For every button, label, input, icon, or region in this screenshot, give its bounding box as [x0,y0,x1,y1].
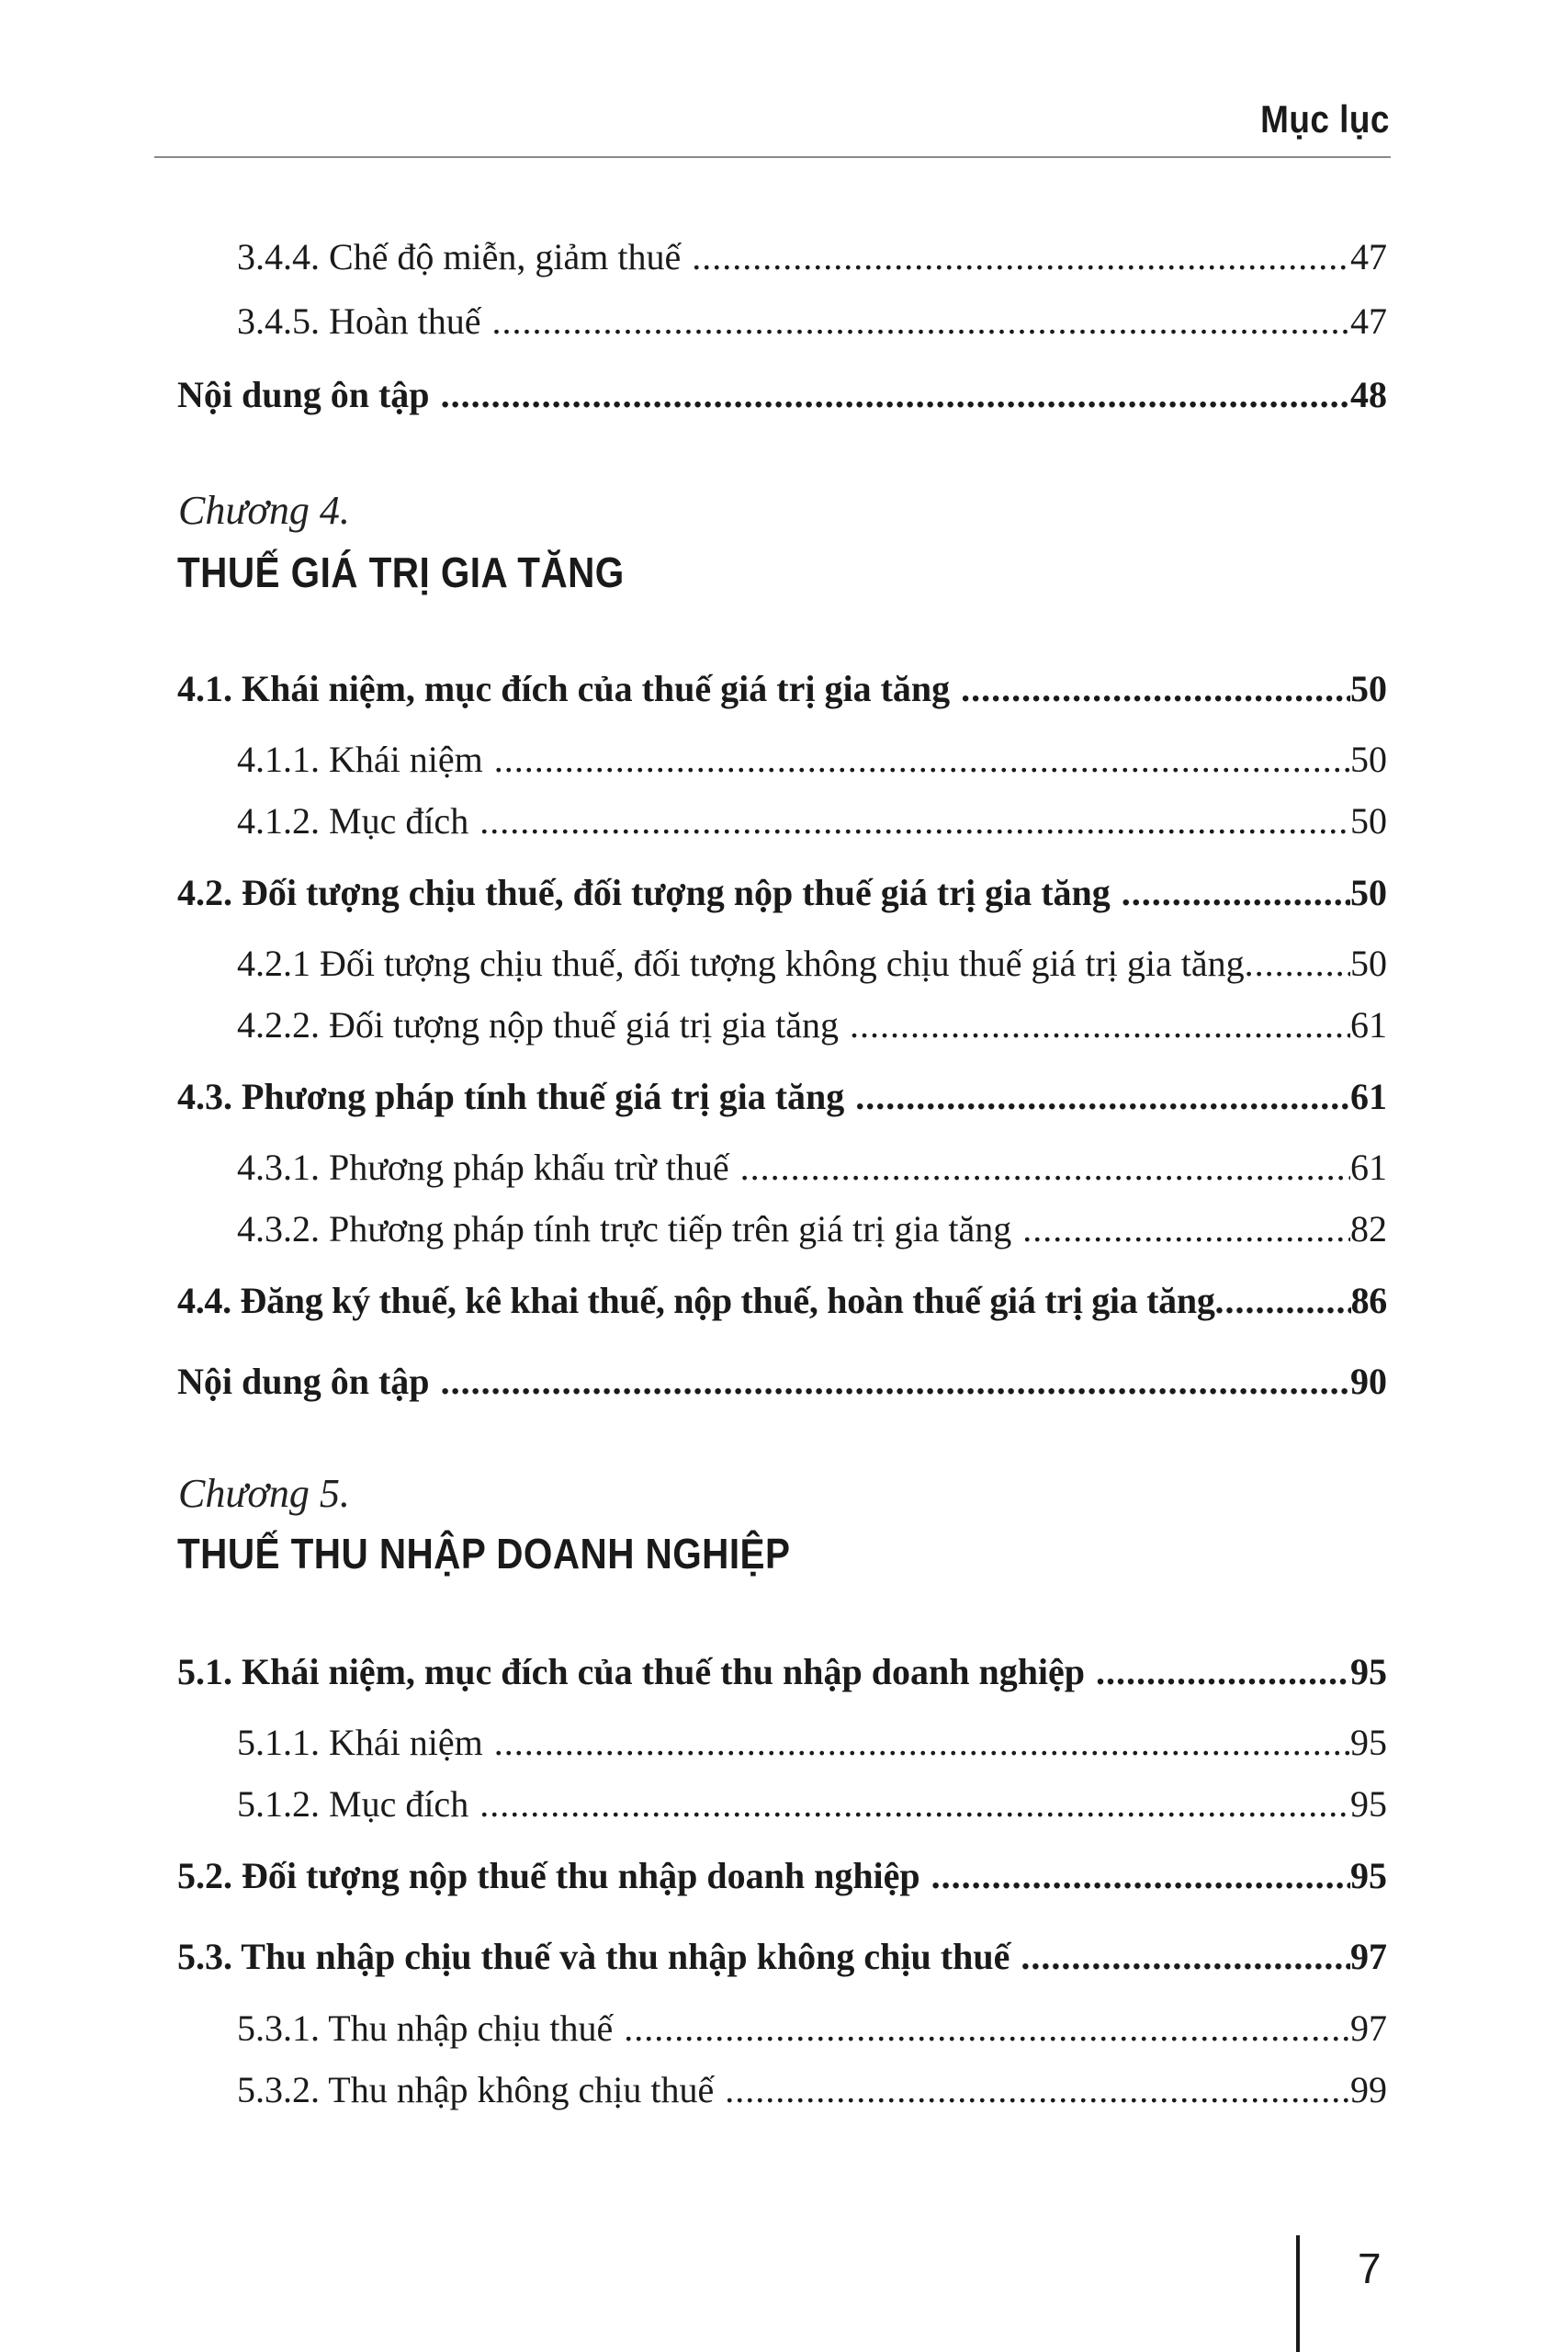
dot-leader [1022,1204,1350,1255]
toc-entry-page: 86 [1350,1280,1387,1321]
toc-entry-label: 4.2.2. Đối tượng nộp thuế giá trị gia tăng [237,1004,839,1046]
toc-entry-page: 47 [1350,300,1387,342]
dot-leader [850,1000,1350,1051]
dot-leader [494,1717,1350,1769]
dot-leader [479,796,1350,847]
toc-entry-page: 61 [1350,1004,1387,1046]
toc-entry-4-2-1[interactable] [237,938,1387,989]
toc-entry-label: 5.1.2. Mục đích [237,1783,469,1825]
toc-entry-label: 4.2.1 Đối tượng chịu thuế, đối tượng không chịu thuế giá trị gia tăng [237,943,1245,984]
footer-divider [1296,2235,1300,2352]
dot-leader [1096,1646,1350,1698]
toc-entry-4-1[interactable] [177,663,1387,715]
toc-entry-review-ch4[interactable] [177,1356,1387,1408]
toc-entry-5-1-1[interactable] [237,1717,1387,1769]
toc-entry-4-3-1[interactable] [237,1142,1387,1193]
dot-leader [441,1356,1350,1408]
toc-entry-page: 61 [1350,1076,1387,1117]
toc-entry-page: 50 [1350,800,1387,842]
running-header: Mục lục [1260,97,1390,141]
dot-leader [624,2003,1350,2054]
dot-leader [961,663,1350,715]
toc-entry-5-3-2[interactable] [237,2064,1387,2116]
toc-entry-page: 50 [1350,739,1387,780]
toc-entry-label: Nội dung ôn tập [177,374,430,415]
toc-entry-label: 3.4.4. Chế độ miễn, giảm thuế [237,236,682,277]
toc-entry-label: 4.1.1. Khái niệm [237,739,483,780]
toc-entry-5-1[interactable] [177,1646,1387,1698]
toc-entry-label: 4.3. Phương pháp tính thuế giá trị gia tăng [177,1076,845,1117]
toc-entry-4-3[interactable] [177,1071,1387,1123]
toc-entry-page: 82 [1350,1208,1387,1250]
dot-leader [740,1142,1350,1193]
toc-entry-5-3-1[interactable] [237,2003,1387,2054]
dot-leader [1215,1275,1351,1327]
toc-entry-page: 95 [1350,1783,1387,1825]
dot-leader [855,1071,1350,1123]
toc-entry-label: 5.3.2. Thu nhập không chịu thuế [237,2069,715,2110]
toc-entry-4-1-2[interactable] [237,796,1387,847]
page-number: 7 [1358,2245,1382,2292]
toc-entry-4-4[interactable] [177,1275,1387,1327]
toc-entry-page: 95 [1350,1651,1387,1692]
dot-leader [479,1779,1350,1830]
toc-entry-page: 50 [1350,872,1387,913]
dot-leader [1021,1931,1350,1983]
toc-entry-label: 4.1. Khái niệm, mục đích của thuế giá trị gia tăng [177,668,951,709]
toc-entry-label: 5.1. Khái niệm, mục đích của thuế thu nhập doanh nghiệp [177,1651,1086,1692]
toc-entry-page: 90 [1350,1361,1387,1402]
toc-entry-page: 61 [1350,1147,1387,1188]
toc-entry-label: 5.1.1. Khái niệm [237,1722,483,1763]
toc-entry-label: 4.2. Đối tượng chịu thuế, đối tượng nộp thuế giá trị gia tăng [177,872,1111,913]
header-rule [154,156,1391,158]
dot-leader [492,296,1350,347]
dot-leader [494,734,1350,786]
toc-entry-4-3-2[interactable] [237,1204,1387,1255]
chapter-title-4: THUẾ GIÁ TRỊ GIA TĂNG [177,548,625,596]
toc-entry-page: 50 [1350,668,1387,709]
toc-entry-review-ch3[interactable] [177,369,1387,421]
toc-entry-label: 3.4.5. Hoàn thuế [237,300,481,342]
toc-entry-4-1-1[interactable] [237,734,1387,786]
toc-entry-page: 95 [1350,1722,1387,1763]
toc-entry-page: 95 [1350,1855,1387,1896]
toc-entry-page: 99 [1350,2069,1387,2110]
toc-entry-label: 5.3. Thu nhập chịu thuế và thu nhập không chịu thuế [177,1936,1010,1977]
toc-entry-label: 5.2. Đối tượng nộp thuế thu nhập doanh nghiệp [177,1855,920,1896]
dot-leader [1245,938,1350,989]
dot-leader [725,2064,1350,2116]
dot-leader [692,232,1350,283]
toc-entry-label: 4.3.1. Phương pháp khấu trừ thuế [237,1147,729,1188]
toc-entry-5-3[interactable] [177,1931,1387,1983]
toc-entry-4-2[interactable] [177,867,1387,919]
toc-entry-page: 50 [1350,943,1387,984]
toc-entry-label: 5.3.1. Thu nhập chịu thuế [237,2007,614,2049]
chapter-label-5: Chương 5. [178,1471,350,1516]
chapter-title-5: THUẾ THU NHẬP DOANH NGHIỆP [177,1530,791,1577]
toc-entry-label: 4.3.2. Phương pháp tính trực tiếp trên giá trị gia tăng [237,1208,1012,1250]
toc-entry-page: 97 [1350,1936,1387,1977]
toc-entry-3-4-5[interactable] [237,296,1387,347]
dot-leader [1122,867,1350,919]
dot-leader [441,369,1350,421]
toc-entry-page: 47 [1350,236,1387,277]
dot-leader [931,1850,1350,1902]
toc-entry-3-4-4[interactable] [237,232,1387,283]
chapter-label-4: Chương 4. [178,488,350,533]
toc-entry-label: 4.1.2. Mục đích [237,800,469,842]
toc-entry-label: Nội dung ôn tập [177,1361,430,1402]
toc-entry-5-1-2[interactable] [237,1779,1387,1830]
toc-entry-label: 4.4. Đăng ký thuế, kê khai thuế, nộp thuế, hoàn thuế giá trị gia tăng [177,1280,1215,1321]
toc-entry-page: 48 [1350,374,1387,415]
toc-entry-5-2[interactable] [177,1850,1387,1902]
toc-entry-page: 97 [1350,2007,1387,2049]
toc-entry-4-2-2[interactable] [237,1000,1387,1051]
